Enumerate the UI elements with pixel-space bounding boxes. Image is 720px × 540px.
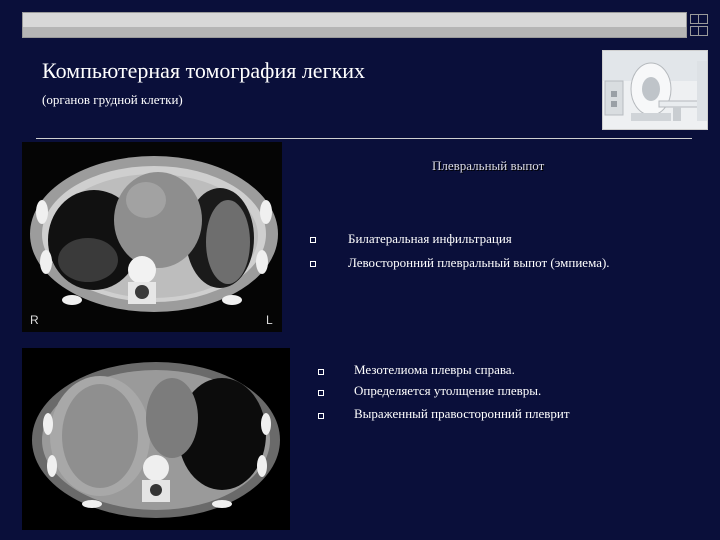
- corner-squares-decoration: [688, 12, 708, 38]
- ct-scanner-photo: [602, 50, 708, 130]
- scan1-orientation-left: R: [30, 313, 39, 327]
- corner-square: [698, 14, 708, 24]
- scan1-orientation-right: L: [266, 313, 273, 327]
- ct-scan-image-1: [22, 142, 282, 332]
- bullet-marker: [310, 237, 316, 243]
- top-bar-stripe: [23, 27, 686, 37]
- list-item: Выраженный правосторонний плеврит: [354, 406, 570, 421]
- list-item: Левосторонний плевральный выпот (эмпиема).: [348, 255, 610, 270]
- slide-title: Компьютерная томография легких: [42, 58, 366, 83]
- section-title: Плевральный выпот: [432, 158, 545, 173]
- list-item: Билатеральная инфильтрация: [348, 231, 512, 246]
- bullet-marker: [318, 369, 324, 375]
- list-item: Определяется утолщение плевры.: [354, 383, 542, 398]
- title-divider-line: [36, 138, 692, 139]
- bullet-marker: [310, 261, 316, 267]
- corner-square: [698, 26, 708, 36]
- ct-scan-image-2: [22, 348, 290, 530]
- list-item: Мезотелиома плевры справа.: [354, 362, 515, 377]
- bullet-marker: [318, 413, 324, 419]
- bullet-marker: [318, 390, 324, 396]
- top-decorative-bar: [22, 12, 687, 38]
- slide-subtitle: (органов грудной клетки): [42, 92, 183, 107]
